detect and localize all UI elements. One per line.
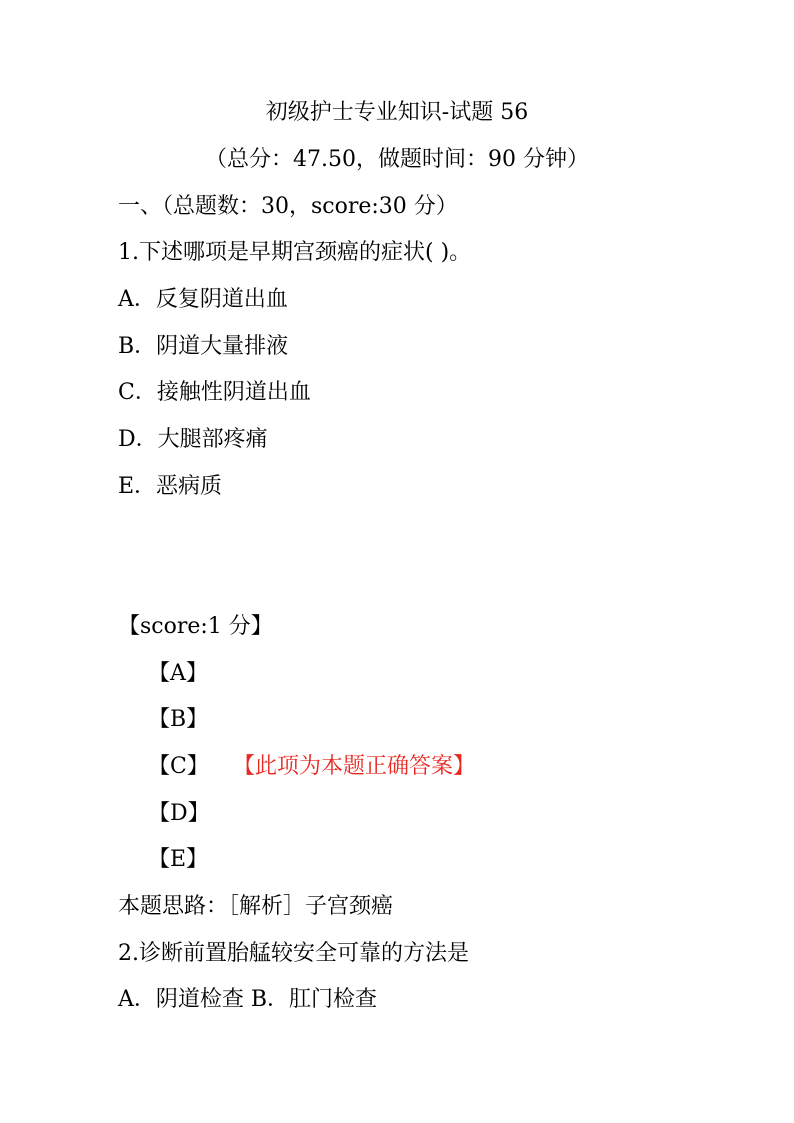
question-1-option-e: E．恶病质: [118, 474, 223, 499]
answer-option-a: 【A】: [148, 661, 208, 686]
correct-answer-note: 【此项为本题正确答案】: [233, 754, 476, 779]
exam-title: 初级护士专业知识-试题 56: [265, 100, 529, 125]
question-1-option-c: C．接触性阴道出血: [118, 380, 311, 405]
question-1-stem: 1.下述哪项是早期宫颈癌的症状( )。: [118, 240, 472, 265]
answer-option-e: 【E】: [148, 847, 209, 872]
question-1-score: 【score:1 分】: [118, 614, 273, 639]
question-1-option-b: B．阴道大量排液: [118, 334, 289, 359]
exam-summary: （总分：47.50，做题时间：90 分钟）: [205, 147, 589, 172]
question-2-options: A．阴道检查 B．肛门检查: [118, 987, 378, 1012]
answer-option-b: 【B】: [148, 707, 209, 732]
question-1-option-d: D．大腿部疼痛: [118, 427, 268, 452]
answer-option-d: 【D】: [148, 801, 210, 826]
question-1-option-a: A．反复阴道出血: [118, 287, 288, 312]
question-2-stem: 2.诊断前置胎艋较安全可靠的方法是: [118, 941, 469, 966]
question-1-analysis: 本题思路：［解析］子宫颈癌: [118, 894, 394, 919]
answer-option-c: 【C】: [148, 754, 209, 779]
section-heading: 一、（总题数：30，score:30 分）: [118, 194, 458, 219]
